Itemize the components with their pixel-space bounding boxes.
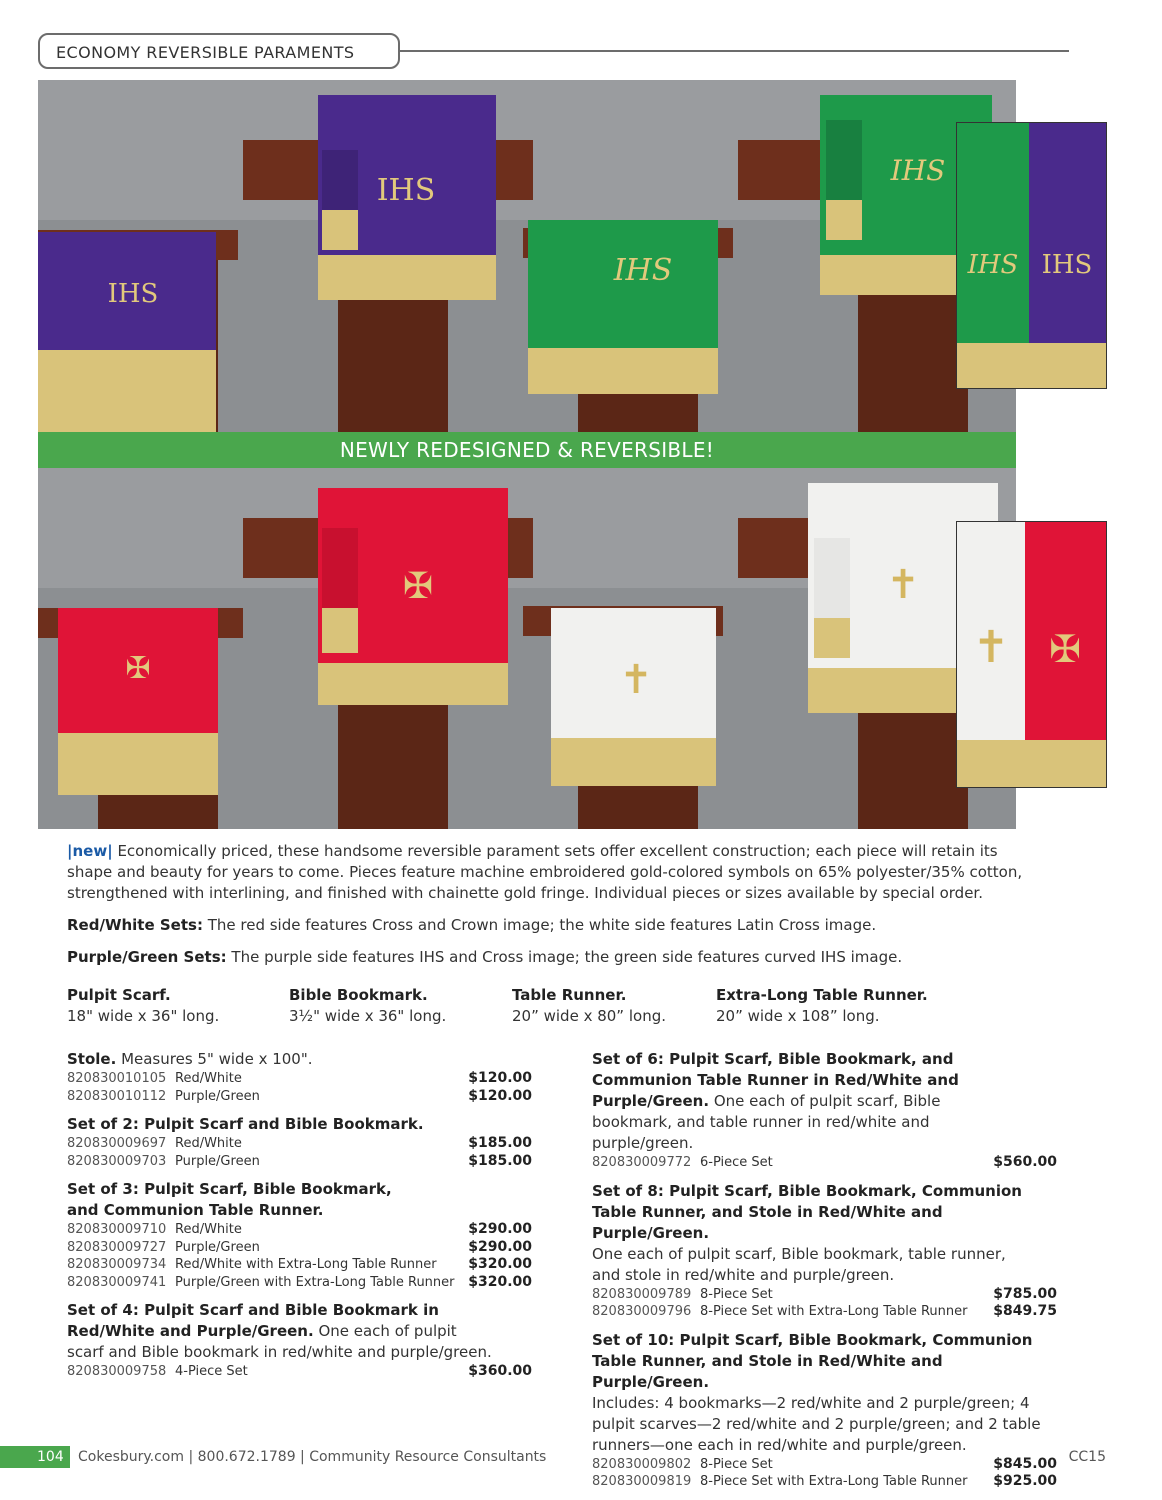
purple-green-text: The purple side features IHS and Cross image; the green side features curved IHS image. xyxy=(226,948,903,966)
svg-text:✠: ✠ xyxy=(402,566,434,607)
page-footer xyxy=(0,1446,1162,1468)
purple-green-note xyxy=(67,947,1047,968)
dimension-name: Extra-Long Table Runner. xyxy=(716,986,928,1004)
section-title: ECONOMY REVERSIBLE PARAMENTS xyxy=(38,33,400,69)
dimension-size: 20” wide x 80” long. xyxy=(512,1007,666,1025)
product-row: 820830009710 Red/White $290.00 xyxy=(67,1221,532,1237)
svg-text:✝: ✝ xyxy=(886,562,920,608)
dimension-name: Table Runner. xyxy=(512,986,627,1004)
svg-text:✠: ✠ xyxy=(125,651,151,686)
product-group-set-of-2 xyxy=(67,1114,532,1170)
dimension-size: 3½" wide x 36" long. xyxy=(289,1007,447,1025)
svg-text:✠: ✠ xyxy=(1049,627,1081,671)
product-group-set-of-6 xyxy=(592,1049,1057,1172)
dimension-bible-bookmark xyxy=(289,985,446,1027)
svg-text:IHS: IHS xyxy=(1041,250,1093,280)
product-row: 820830009789 8-Piece Set $785.00 xyxy=(592,1285,1057,1302)
group-heading: Set of 6: Pulpit Scarf, Bible Bookmark, and Communion Table Runner in Red/White and Purple/Green. One each of pulpit scarf, Bible bookmark, and table runner in red/white and purple/green. xyxy=(592,1050,959,1152)
product-row: 820830009796 8-Piece Set with Extra-Long Table Runner $849.75 xyxy=(592,1303,1057,1319)
svg-text:IHS: IHS xyxy=(890,154,946,187)
group-description: One each of pulpit scarf, Bible bookmark, table runner, and stole in red/white and purple/green. xyxy=(592,1244,1006,1284)
photo-red-white xyxy=(38,468,1016,829)
group-heading: Set of 4: Pulpit Scarf and Bible Bookmark in Red/White and Purple/Green. One each of pulpit scarf and Bible bookmark in red/white and purple/green. xyxy=(67,1301,492,1361)
red-white-label: Red/White Sets: xyxy=(67,916,203,934)
inset-red-white xyxy=(956,521,1107,788)
dimension-extra-long-runner xyxy=(716,985,928,1027)
group-heading: Set of 8: Pulpit Scarf, Bible Bookmark, Communion Table Runner, and Stole in Red/White and Purple/Green. xyxy=(592,1181,1022,1242)
product-row: 820830009772 6-Piece Set $560.00 xyxy=(592,1154,1057,1170)
product-row: 820830009802 8-Piece Set $845.00 xyxy=(592,1455,1057,1472)
right-product-column xyxy=(592,1049,1057,1500)
product-row: 820830009697 Red/White $185.00 xyxy=(67,1135,532,1151)
group-description: Includes: 4 bookmarks—2 red/white and 2 purple/green; 4 pulpit scarves—2 red/white and 2 purple/green; and 2 table runners—one each in red/white and purple/green. xyxy=(592,1393,1041,1454)
svg-text:✝: ✝ xyxy=(972,622,1010,673)
svg-text:IHS: IHS xyxy=(107,279,159,309)
product-row: 820830009727 Purple/Green $290.00 xyxy=(67,1238,532,1255)
dimension-name: Bible Bookmark. xyxy=(289,986,428,1004)
intro-paragraph xyxy=(67,841,1027,904)
footer-contact: Cokesbury.com | 800.672.1789 | Community Resource Consultants xyxy=(78,1449,547,1465)
svg-text:IHS: IHS xyxy=(613,253,673,288)
dimension-pulpit-scarf xyxy=(67,985,219,1027)
dimension-table-runner xyxy=(512,985,666,1027)
product-row: 820830009758 4-Piece Set $360.00 xyxy=(67,1363,532,1379)
header-rule xyxy=(398,50,1069,52)
page-number: 104 xyxy=(0,1446,70,1468)
product-row: 820830009734 Red/White with Extra-Long Table Runner $320.00 xyxy=(67,1256,532,1272)
left-product-column xyxy=(67,1049,532,1390)
product-row: 820830010112 Purple/Green $120.00 xyxy=(67,1087,532,1104)
photo-purple-green xyxy=(38,80,1016,432)
product-group-set-of-8 xyxy=(592,1181,1057,1321)
red-white-text: The red side features Cross and Crown image; the white side features Latin Cross image. xyxy=(202,916,877,934)
svg-text:✝: ✝ xyxy=(619,657,653,703)
svg-text:IHS: IHS xyxy=(967,250,1019,280)
product-row: 820830009819 8-Piece Set with Extra-Long Table Runner $925.00 xyxy=(592,1473,1057,1489)
red-white-note xyxy=(67,915,1047,936)
product-row: 820830010105 Red/White $120.00 xyxy=(67,1070,532,1086)
product-row: 820830009703 Purple/Green $185.00 xyxy=(67,1152,532,1169)
group-heading: Set of 3: Pulpit Scarf, Bible Bookmark, and Communion Table Runner. xyxy=(67,1180,392,1219)
product-group-stole xyxy=(67,1049,532,1105)
group-heading: Set of 2: Pulpit Scarf and Bible Bookmark. xyxy=(67,1115,424,1133)
dimension-size: 18" wide x 36" long. xyxy=(67,1007,220,1025)
svg-text:IHS: IHS xyxy=(376,173,436,208)
purple-green-label: Purple/Green Sets: xyxy=(67,948,227,966)
product-row: 820830009741 Purple/Green with Extra-Long Table Runner $320.00 xyxy=(67,1273,532,1290)
dimension-size: 20” wide x 108” long. xyxy=(716,1007,880,1025)
group-heading: Stole. Measures 5" wide x 100". xyxy=(67,1050,313,1068)
promo-banner: NEWLY REDESIGNED & REVERSIBLE! xyxy=(38,432,1016,468)
product-group-set-of-4 xyxy=(67,1300,532,1381)
intro-text: Economically priced, these handsome reversible parament sets offer excellent construction; each piece will retain its shape and beauty for years to come. Pieces feature machine embroidered gold-colored symbols on 65% polyester/35% cotton, strengthened with interlining, and finished with chainette gold fringe. Individual pieces or sizes available by special order. xyxy=(67,842,1023,902)
new-badge: |new| xyxy=(67,842,113,860)
inset-purple-green xyxy=(956,122,1107,389)
catalog-code: CC15 xyxy=(1068,1449,1106,1465)
dimension-name: Pulpit Scarf. xyxy=(67,986,171,1004)
group-heading: Set of 10: Pulpit Scarf, Bible Bookmark, Communion Table Runner, and Stole in Red/White and Purple/Green. xyxy=(592,1330,1033,1391)
product-group-set-of-3 xyxy=(67,1179,532,1291)
